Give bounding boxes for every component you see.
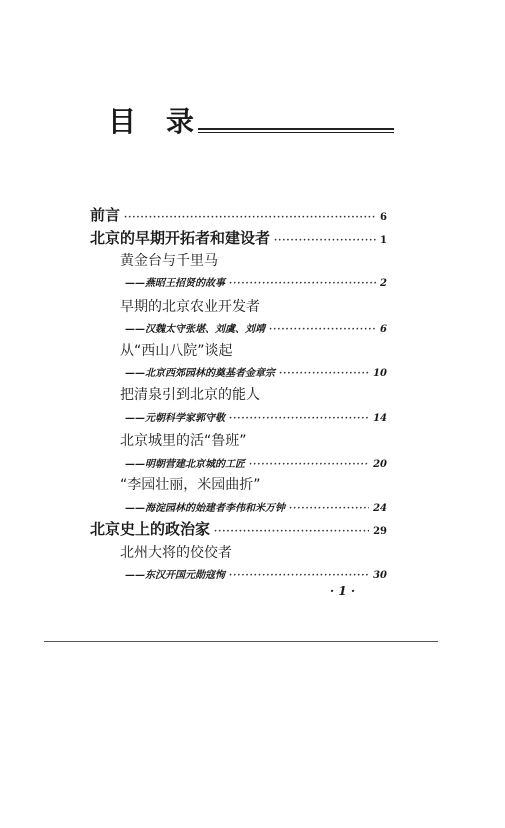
entry-text: 前言 bbox=[90, 206, 121, 224]
leader-dots bbox=[279, 369, 369, 379]
leader-dots bbox=[229, 279, 376, 289]
leader-dots bbox=[274, 236, 376, 246]
entry-text: 从“西山八院”谈起 bbox=[120, 343, 233, 359]
page-number: 24 bbox=[373, 503, 387, 514]
toc-subtitle[interactable] bbox=[125, 274, 387, 289]
leader-dots bbox=[249, 460, 369, 470]
toc-subtitle[interactable] bbox=[125, 320, 387, 335]
entry-text: 北州大将的佼佼者 bbox=[120, 545, 232, 561]
leader-dots bbox=[289, 504, 369, 514]
toc-subtitle[interactable] bbox=[125, 499, 387, 514]
toc-chapter[interactable] bbox=[120, 296, 260, 316]
toc-subtitle[interactable] bbox=[125, 364, 387, 379]
toc-chapter[interactable] bbox=[120, 250, 218, 270]
entry-text: 黄金台与千里马 bbox=[120, 253, 218, 269]
entry-text: 北京的早期开拓者和建设者 bbox=[90, 229, 271, 247]
page-number: 14 bbox=[373, 413, 387, 424]
entry-text: 北京城里的活“鲁班” bbox=[120, 433, 247, 449]
toc-section-politicians[interactable] bbox=[90, 518, 387, 539]
page-number: 2 bbox=[380, 278, 387, 289]
entry-text: ——海淀园林的始建者李伟和米万钟 bbox=[125, 503, 285, 514]
page-number: 10 bbox=[373, 368, 387, 379]
entry-text: ——汉魏太守张堪、刘虞、刘靖 bbox=[125, 324, 265, 335]
entry-text: “李园壮丽，米园曲折” bbox=[120, 477, 261, 493]
toc-subtitle[interactable] bbox=[125, 455, 387, 470]
toc-chapter[interactable] bbox=[120, 542, 232, 562]
page-number: 1 bbox=[380, 235, 387, 246]
entry-text: ——燕昭王招贤的故事 bbox=[125, 278, 225, 289]
leader-dots bbox=[229, 571, 369, 581]
folio-page-number: · 1 · bbox=[330, 584, 356, 598]
toc-chapter[interactable] bbox=[120, 474, 261, 494]
toc-subtitle[interactable] bbox=[125, 409, 387, 424]
toc-chapter[interactable] bbox=[120, 340, 233, 360]
entry-text: 早期的北京农业开发者 bbox=[120, 299, 260, 315]
entry-text: 把清泉引到北京的能人 bbox=[120, 387, 260, 403]
toc-title bbox=[108, 100, 394, 140]
title-char-2: 录 bbox=[166, 105, 195, 138]
toc-chapter[interactable] bbox=[120, 430, 247, 450]
page-number: 20 bbox=[373, 459, 387, 470]
entry-text: ——北京西郊园林的奠基者金章宗 bbox=[125, 368, 275, 379]
toc-entry-preface[interactable] bbox=[90, 204, 387, 225]
leader-dots bbox=[214, 527, 369, 537]
entry-text: 北京史上的政治家 bbox=[90, 520, 211, 538]
leader-dots bbox=[124, 213, 376, 223]
title-rule bbox=[198, 128, 394, 133]
page-number: 29 bbox=[373, 526, 387, 537]
page-number: 6 bbox=[380, 212, 387, 223]
page-number: 30 bbox=[373, 570, 387, 581]
leader-dots bbox=[229, 414, 369, 424]
entry-text: ——元朝科学家郭守敬 bbox=[125, 413, 225, 424]
toc-section-pioneers[interactable] bbox=[90, 227, 387, 248]
title-char-1: 目 bbox=[108, 105, 137, 138]
toc-chapter[interactable] bbox=[120, 384, 260, 404]
bottom-rule bbox=[44, 641, 438, 642]
leader-dots bbox=[269, 325, 376, 335]
toc-subtitle[interactable] bbox=[125, 566, 387, 581]
entry-text: ——东汉开国元勋寇恂 bbox=[125, 570, 225, 581]
page-number: 6 bbox=[380, 324, 387, 335]
entry-text: ——明朝营建北京城的工匠 bbox=[125, 459, 245, 470]
